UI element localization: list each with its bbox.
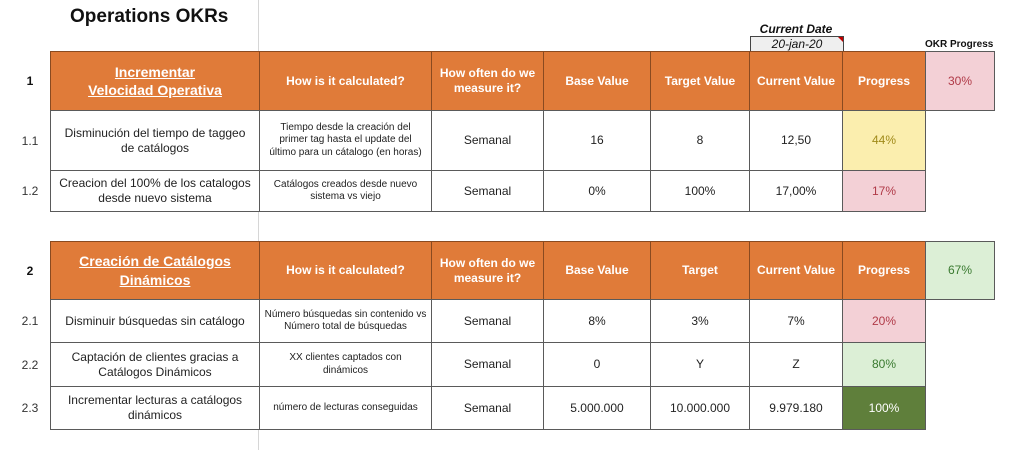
section-index: 1 xyxy=(26,74,34,88)
header-freq: How often do we measure it? xyxy=(431,51,544,111)
header-progress: Progress xyxy=(842,241,926,300)
kr-freq[interactable]: Semanal xyxy=(431,342,544,387)
okr-progress-label: OKR Progress xyxy=(925,39,994,50)
objective-header[interactable] xyxy=(50,51,260,111)
header-current: Current Value xyxy=(749,51,843,111)
kr-freq[interactable]: Semanal xyxy=(431,386,544,430)
objective-line-1: Incrementar xyxy=(114,63,196,80)
objective-line-2: Dinámicos xyxy=(119,271,191,288)
kr-current[interactable]: Z xyxy=(749,342,843,387)
kr-calc[interactable]: XX clientes captados con dinámicos xyxy=(259,342,432,387)
kr-progress[interactable]: 20% xyxy=(842,299,926,343)
kr-freq[interactable]: Semanal xyxy=(431,170,544,212)
row-index: 1.2 xyxy=(21,184,39,198)
page-title: Operations OKRs xyxy=(70,6,229,27)
kr-calc[interactable]: Catálogos creados desde nuevo sistema vs viejo xyxy=(259,170,432,212)
current-date-value[interactable]: 20-jan-20 xyxy=(750,36,844,53)
header-target: Target xyxy=(650,241,750,300)
kr-target[interactable]: 3% xyxy=(650,299,750,343)
objective-header[interactable] xyxy=(50,241,260,300)
kr-name[interactable]: Creacion del 100% de los catalogos desde nuevo sistema xyxy=(50,170,260,212)
kr-freq[interactable]: Semanal xyxy=(431,110,544,171)
kr-base[interactable]: 16 xyxy=(543,110,651,171)
kr-base[interactable]: 0% xyxy=(543,170,651,212)
header-freq: How often do we measure it? xyxy=(431,241,544,300)
kr-base[interactable]: 0 xyxy=(543,342,651,387)
row-index: 1.1 xyxy=(21,133,39,148)
kr-progress[interactable]: 100% xyxy=(842,386,926,430)
kr-current[interactable]: 12,50 xyxy=(749,110,843,171)
kr-name[interactable]: Incrementar lecturas a catálogos dinámicos xyxy=(50,386,260,430)
header-base: Base Value xyxy=(543,241,651,300)
kr-current[interactable]: 9.979.180 xyxy=(749,386,843,430)
kr-name[interactable]: Disminuir búsquedas sin catálogo xyxy=(50,299,260,343)
objective-line-1: Creación de Catálogos xyxy=(79,253,231,270)
kr-name[interactable]: Disminución del tiempo de taggeo de catálogos xyxy=(50,110,260,171)
header-current: Current Value xyxy=(749,241,843,300)
header-base: Base Value xyxy=(543,51,651,111)
header-calc: How is it calculated? xyxy=(259,241,432,300)
section-index: 2 xyxy=(26,263,34,278)
objective-line-2: Velocidad Operativa xyxy=(88,82,222,98)
kr-target[interactable]: 100% xyxy=(650,170,750,212)
row-index: 2.2 xyxy=(21,357,39,372)
comment-marker-icon xyxy=(838,37,843,42)
kr-calc[interactable]: Número búsquedas sin contenido vs Número total de búsquedas xyxy=(259,299,432,343)
kr-target[interactable]: Y xyxy=(650,342,750,387)
kr-current[interactable]: 7% xyxy=(749,299,843,343)
header-calc: How is it calculated? xyxy=(259,51,432,111)
okr-progress-value[interactable]: 67% xyxy=(925,241,995,300)
kr-current[interactable]: 17,00% xyxy=(749,170,843,212)
kr-calc[interactable]: número de lecturas conseguidas xyxy=(259,386,432,430)
kr-calc[interactable]: Tiempo desde la creación del primer tag hasta el update del último para un cátalogo (en horas) xyxy=(259,110,432,171)
kr-progress[interactable]: 44% xyxy=(842,110,926,171)
kr-base[interactable]: 8% xyxy=(543,299,651,343)
kr-progress[interactable]: 80% xyxy=(842,342,926,387)
kr-name[interactable]: Captación de clientes gracias a Catálogos Dinámicos xyxy=(50,342,260,387)
current-date-label: Current Date xyxy=(759,22,833,36)
kr-freq[interactable]: Semanal xyxy=(431,299,544,343)
row-index: 2.1 xyxy=(21,314,39,328)
row-index: 2.3 xyxy=(21,401,39,415)
kr-progress[interactable]: 17% xyxy=(842,170,926,212)
kr-target[interactable]: 8 xyxy=(650,110,750,171)
header-target: Target Value xyxy=(650,51,750,111)
okr-progress-value[interactable]: 30% xyxy=(925,51,995,111)
kr-base[interactable]: 5.000.000 xyxy=(543,386,651,430)
kr-target[interactable]: 10.000.000 xyxy=(650,386,750,430)
header-progress: Progress xyxy=(842,51,926,111)
